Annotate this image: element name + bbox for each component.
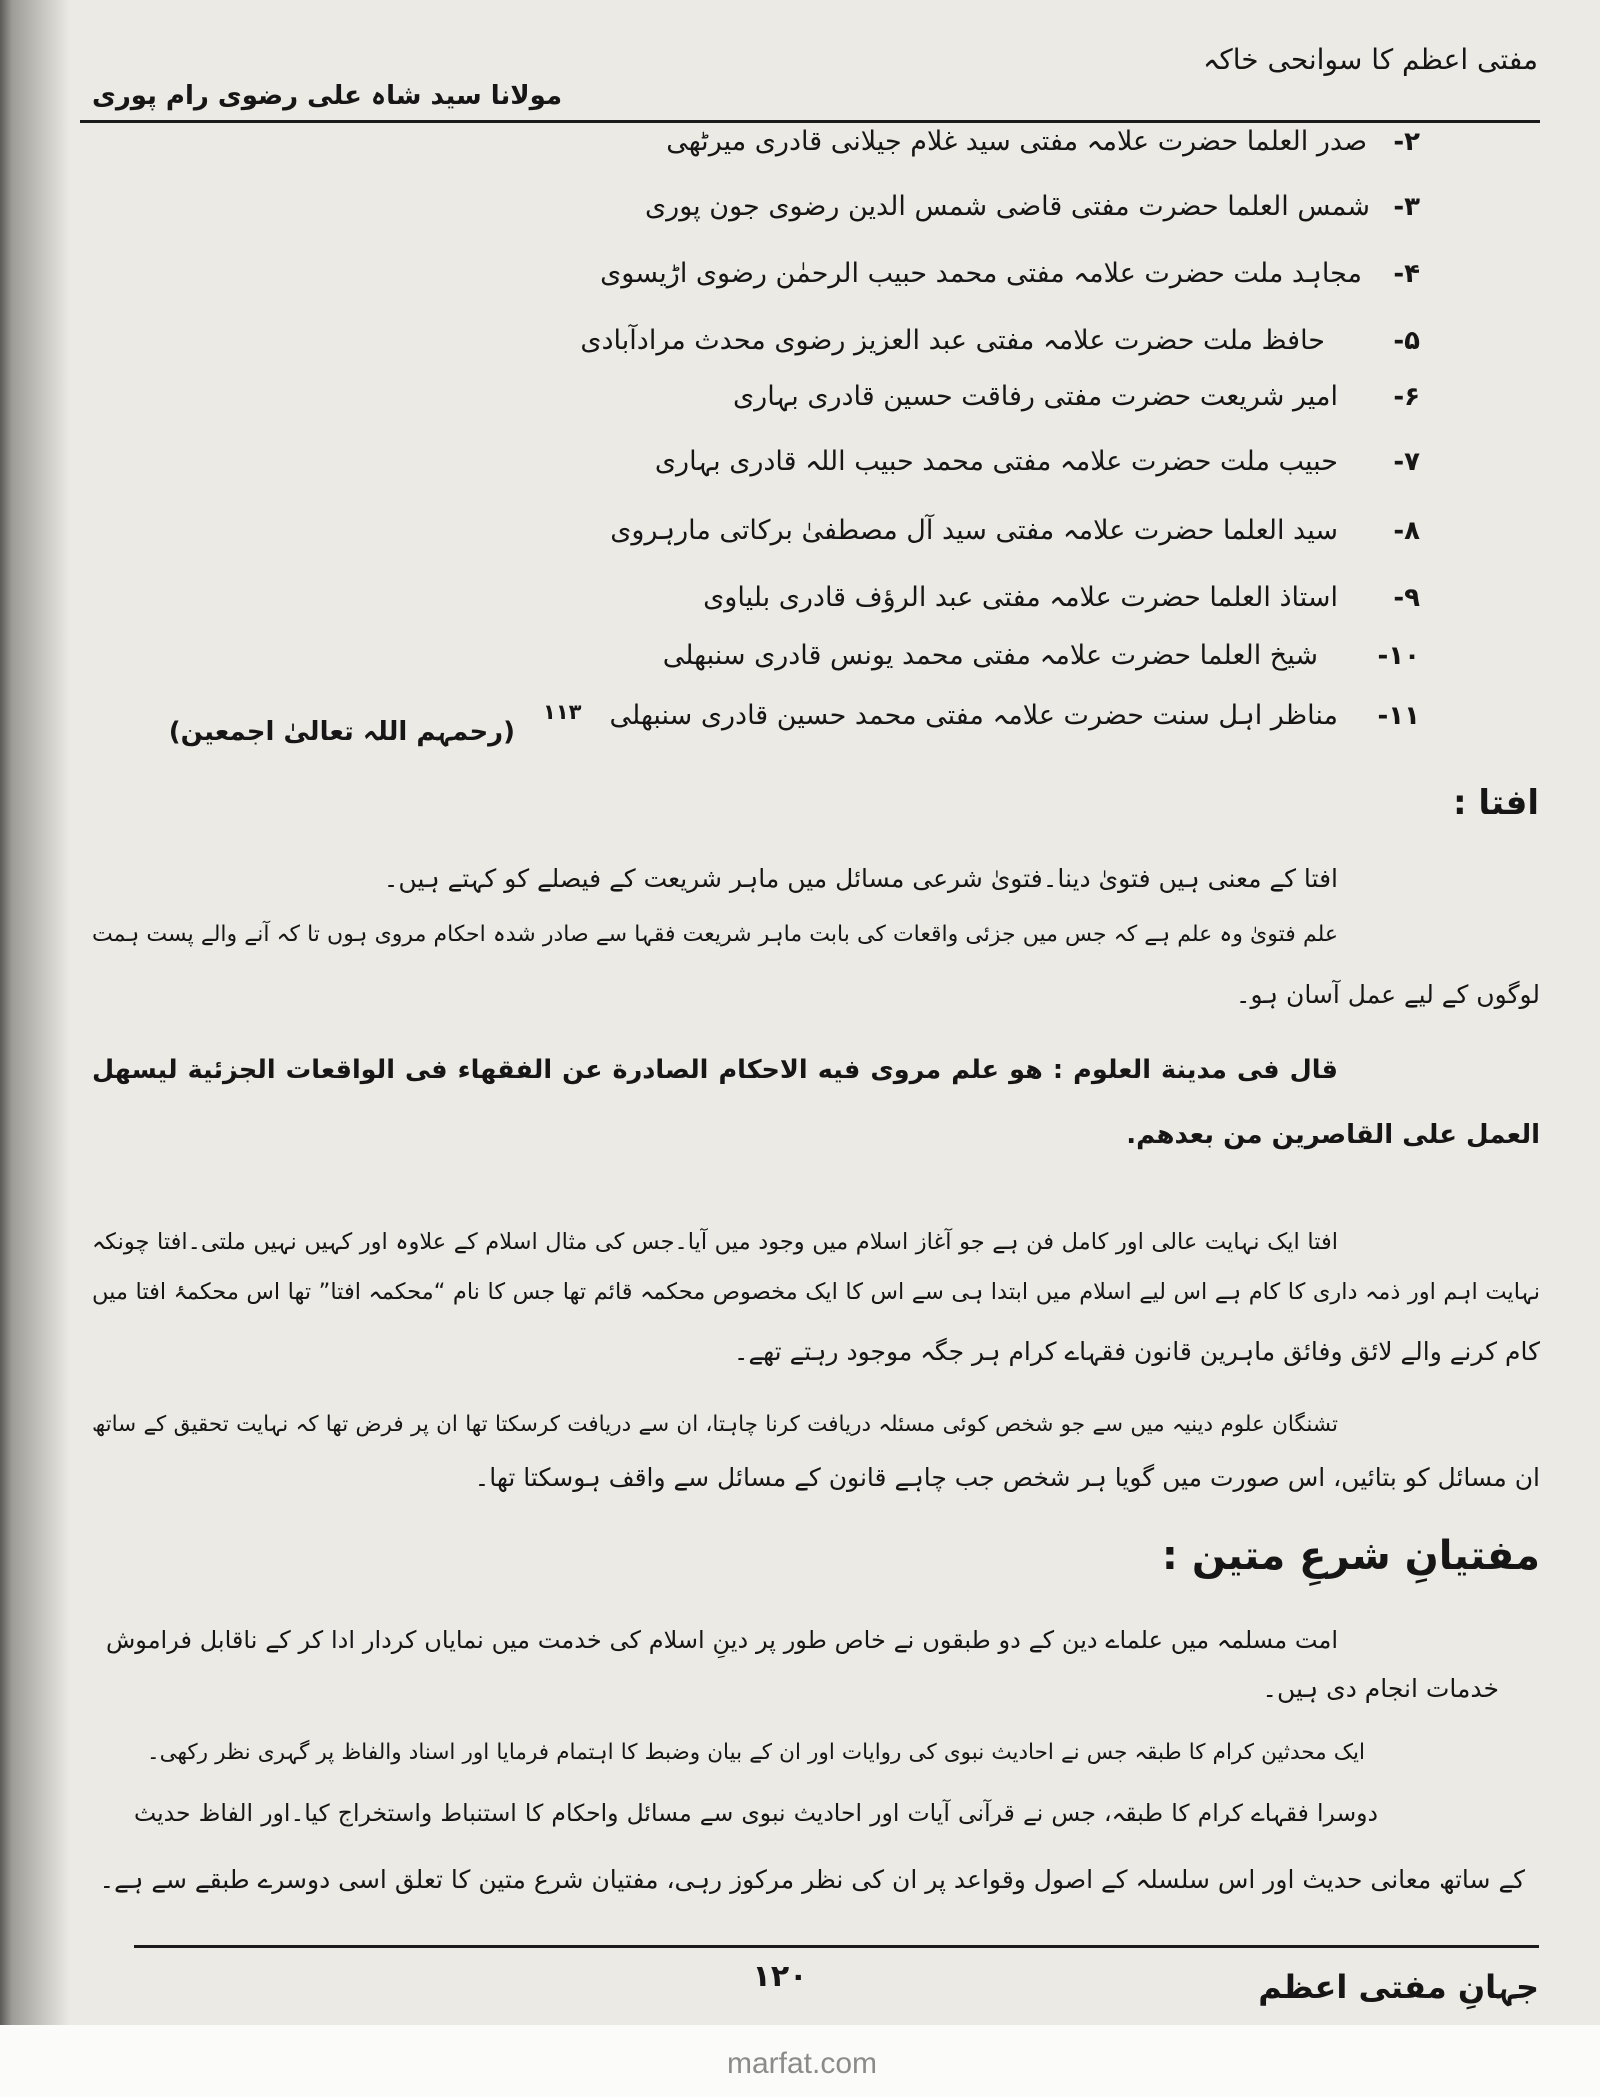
closing-prayer: (رحمہم اللہ تعالیٰ اجمعین)	[168, 717, 516, 747]
running-header-author: مولانا سید شاہ علی رضوی رام پوری	[92, 81, 563, 111]
list-item-number: ۸-	[1393, 516, 1420, 546]
list-item-name: صدر العلما حضرت علامہ مفتی سید غلام جیلانی قادری میرٹھی	[666, 126, 1367, 157]
paragraph-line: ایک محدثین کرام کا طبقہ جس نے احادیث نبوی کی روایات اور ان کے بیان وضبط کا اہتمام فرمایا اور اسناد والفاظ پر گہری نظر رکھی۔	[147, 1740, 1365, 1765]
footer-rule	[134, 1945, 1539, 1948]
list-item	[0, 183, 1600, 231]
paragraph-line: نہایت اہم اور ذمہ داری کا کام ہے اس لیے اسلام میں ابتدا ہی سے اس کا ایک مخصوص محکمہ قائم تھا جس کا نام “محکمہ افتا” تھا اس محکمۂ افتا میں	[92, 1279, 1540, 1305]
list-item-number: ۹-	[1393, 583, 1420, 613]
list-item-name: امیر شریعت حضرت مفتی رفاقت حسین قادری بہاری	[733, 381, 1338, 412]
paragraph-line: لوگوں کے لیے عمل آسان ہو۔	[1235, 980, 1540, 1009]
list-item-name: مناظر اہل سنت حضرت علامہ مفتی محمد حسین قادری سنبھلی	[609, 700, 1338, 731]
footer-book-title: جہانِ مفتی اعظم	[1258, 1968, 1539, 2006]
list-item	[0, 574, 1600, 622]
list-item	[0, 507, 1600, 555]
paragraph-line: دوسرا فقہاے کرام کا طبقہ، جس نے قرآنی آیات اور احادیث نبوی سے مسائل واحکام کا استنباط واستخراج کیا۔اور الفاظ حدیث	[134, 1799, 1378, 1827]
paragraph-line: تشنگان علوم دینیہ میں سے جو شخص کوئی مسئلہ دریافت کرنا چاہتا، ان سے دریافت کرسکتا تھا ان پر فرض تھا کہ نہایت تحقیق کے ساتھ	[92, 1412, 1338, 1437]
list-item	[0, 317, 1600, 365]
list-item-name: حبیب ملت حضرت علامہ مفتی محمد حبیب اللہ قادری بہاری	[654, 446, 1338, 477]
list-item-number: ۴-	[1393, 259, 1420, 289]
list-item	[0, 438, 1600, 486]
list-item-number: ۶-	[1393, 382, 1420, 412]
list-item	[0, 373, 1600, 421]
watermark: marfat.com	[726, 2047, 878, 2080]
paragraph-line: کے ساتھ معانی حدیث اور اس سلسلہ کے اصول وقواعد پر ان کی نظر مرکوز رہی، مفتیان شرع متین کا تعلق اسی دوسرے طبقے سے ہے۔	[99, 1865, 1525, 1894]
paragraph-line: خدمات انجام دی ہیں۔	[1262, 1674, 1499, 1703]
paragraph-line: علم فتویٰ وہ علم ہے کہ جس میں جزئی واقعات کی بابت ماہر شریعت فقہا سے صادر شدہ احکام مروی ہوں تا کہ آنے والے پست ہمت	[92, 922, 1338, 947]
list-item-name: شمس العلما حضرت مفتی قاضی شمس الدین رضوی جون پوری	[645, 191, 1370, 222]
list-item	[0, 118, 1600, 166]
footnote-marker: ۱۱۳	[543, 700, 582, 724]
list-item-name: مجاہد ملت حضرت علامہ مفتی محمد حبیب الرحمٰن رضوی اڑیسوی	[600, 258, 1362, 289]
list-item	[0, 250, 1600, 298]
list-item	[0, 692, 1600, 747]
paragraph-line: امت مسلمہ میں علماے دین کے دو طبقوں نے خاص طور پر دینِ اسلام کی خدمت میں نمایاں کردار ادا کر کے ناقابل فراموش	[106, 1626, 1338, 1654]
arabic-quote-line: قال فى مدينة العلوم : هو علم مروى فيه الاحكام الصادرة عن الفقهاء فى الواقعات الجزئية ليسهل	[92, 1055, 1338, 1085]
list-item-name: سید العلما حضرت علامہ مفتی سید آل مصطفیٰ برکاتی مارہروی	[610, 515, 1338, 546]
list-item-number: ۲-	[1393, 127, 1420, 157]
section-heading-muftiyan: مفتیانِ شرعِ متین :	[1161, 1533, 1540, 1579]
list-item-name: شیخ العلما حضرت علامہ مفتی محمد یونس قادری سنبھلی	[662, 640, 1318, 671]
page-number: ۱۲۰	[752, 1959, 808, 1994]
list-item-number: ۷-	[1393, 447, 1420, 477]
binding-shadow	[0, 0, 70, 2025]
paragraph-line: افتا ایک نہایت عالی اور کامل فن ہے جو آغاز اسلام میں وجود میں آیا۔جس کی مثال اسلام کے علاوہ اور کہیں نہیں ملتی۔افتا چونکہ	[92, 1229, 1338, 1255]
list-item-last	[168, 692, 1338, 747]
paragraph-line: کام کرنے والے لائق وفائق ماہرین قانون فقہاے کرام ہر جگہ موجود رہتے تھے۔	[733, 1337, 1540, 1366]
list-item-number: ۵-	[1393, 326, 1420, 356]
running-header-title: مفتی اعظم کا سوانحی خاکہ	[1203, 43, 1538, 76]
list-item-name: حافظ ملت حضرت علامہ مفتی عبد العزیز رضوی محدث مرادآبادی	[580, 325, 1325, 356]
arabic-quote-line: العمل على القاصرين من بعدهم.	[1126, 1120, 1540, 1150]
list-item-name: استاذ العلما حضرت علامہ مفتی عبد الرؤف قادری بلیاوی	[703, 582, 1338, 613]
paragraph-line: ان مسائل کو بتائیں، اس صورت میں گویا ہر شخص جب چاہے قانون کے مسائل سے واقف ہوسکتا تھا۔	[474, 1463, 1540, 1492]
section-heading-ifta: افتا :	[1453, 783, 1539, 823]
list-item-number: ۳-	[1393, 192, 1420, 222]
paragraph-line: افتا کے معنی ہیں فتویٰ دینا۔فتویٰ شرعی مسائل میں ماہر شریعت کے فیصلے کو کہتے ہیں۔	[383, 864, 1338, 893]
list-item-number: ۱۰-	[1377, 641, 1420, 671]
list-item-number: ۱۱-	[1377, 701, 1420, 731]
list-item	[0, 632, 1600, 680]
